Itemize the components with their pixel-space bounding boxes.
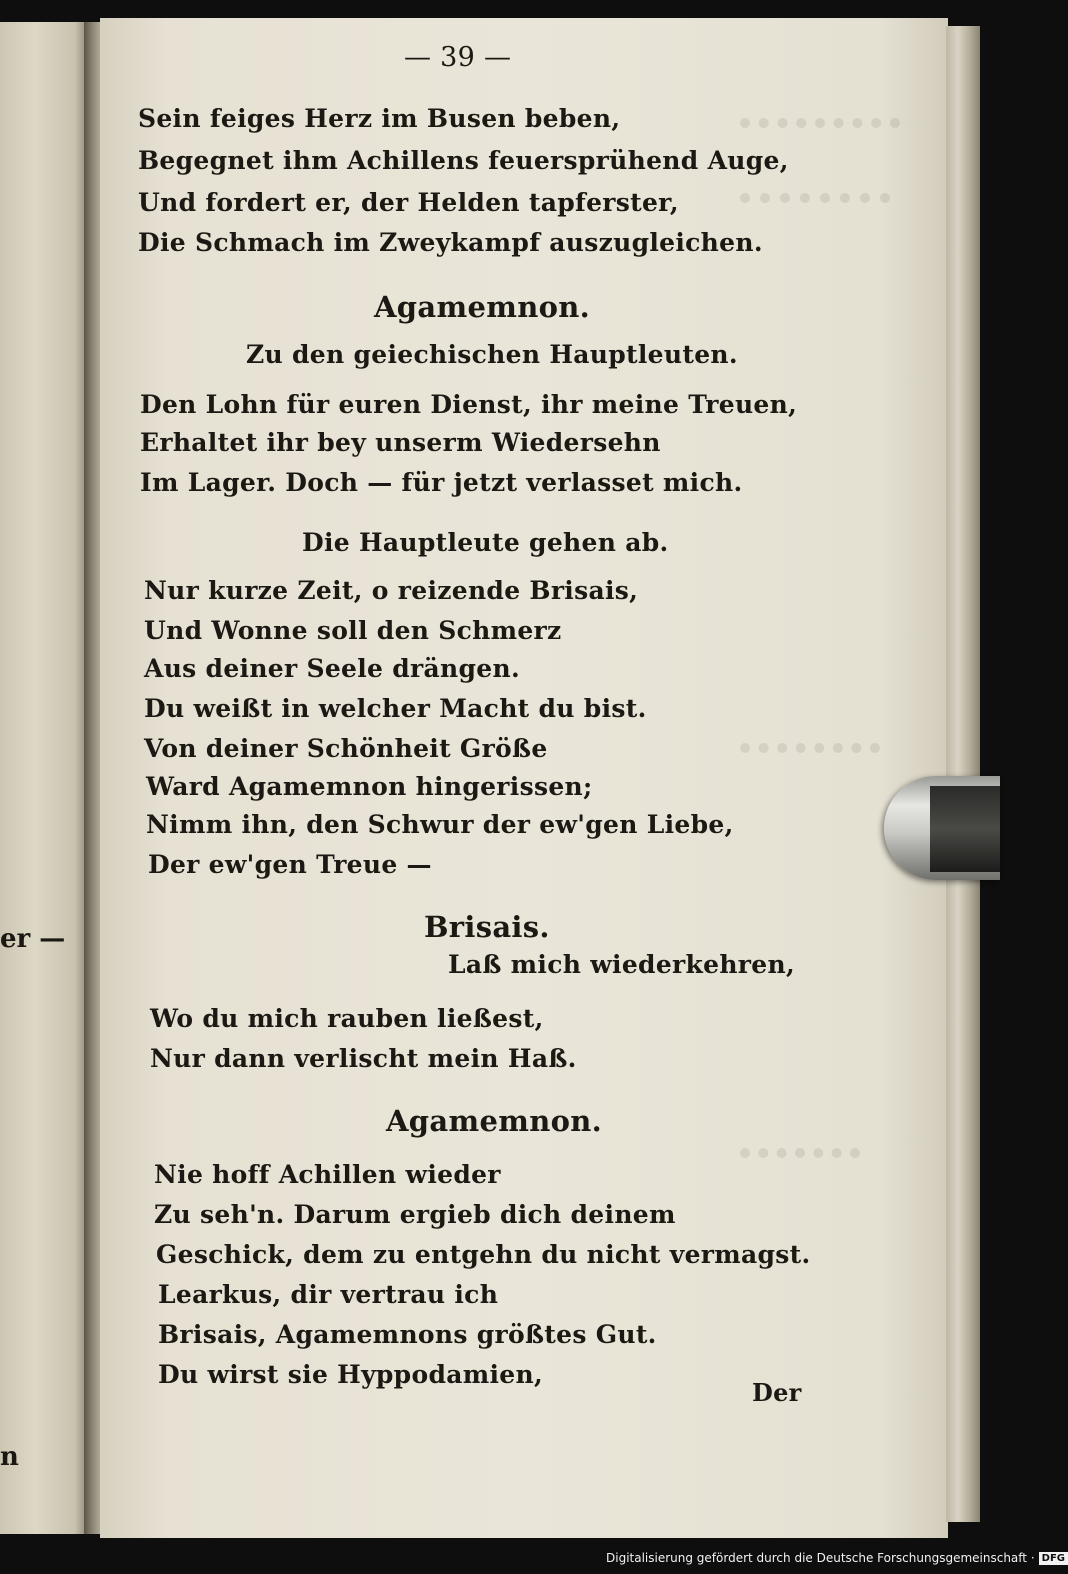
digitization-credit	[606, 1551, 1068, 1565]
verse-line: Der ew'gen Treue —	[148, 850, 432, 879]
verse-line: Geschick, dem zu entgehn du nicht vermagst.	[156, 1240, 811, 1269]
left-facing-page	[0, 22, 88, 1534]
verse-line: Aus deiner Seele drängen.	[144, 654, 520, 683]
left-page-fragment: n	[0, 1442, 19, 1472]
verse-line: Und Wonne soll den Schmerz	[144, 616, 562, 645]
verse-line: Von deiner Schönheit Größe	[144, 734, 548, 763]
speaker-heading: Agamemnon.	[386, 1104, 602, 1138]
speaker-heading: Agamemnon.	[374, 290, 590, 324]
verse-line: Den Lohn für euren Dienst, ihr meine Treuen,	[140, 390, 798, 419]
bleed-through-mark	[740, 1148, 860, 1166]
verse-line: Und fordert er, der Helden tapferster,	[138, 188, 679, 217]
page-clamp-shadow	[930, 786, 1000, 872]
verse-line: Erhaltet ihr bey unserm Wiedersehn	[140, 428, 661, 457]
verse-line: Ward Agamemnon hingerissen;	[146, 772, 593, 801]
verse-line: Im Lager. Doch — für jetzt verlasset mich.	[140, 468, 743, 497]
verse-line: Du weißt in welcher Macht du bist.	[144, 694, 647, 723]
page-number: — 39 —	[404, 42, 512, 73]
verse-line: Brisais, Agamemnons größtes Gut.	[158, 1320, 657, 1349]
verse-line: Nie hoff Achillen wieder	[154, 1160, 501, 1189]
credit-text: Digitalisierung gefördert durch die Deutsche Forschungsgemeinschaft ·	[606, 1551, 1035, 1565]
catchword: Der	[752, 1378, 802, 1407]
verse-line: Du wirst sie Hyppodamien,	[158, 1360, 543, 1389]
bleed-through-mark	[740, 193, 890, 211]
verse-line: Nimm ihn, den Schwur der ew'gen Liebe,	[146, 810, 734, 839]
bleed-through-mark	[740, 118, 900, 136]
speaker-heading: Brisais.	[424, 910, 550, 944]
verse-line: Nur kurze Zeit, o reizende Brisais,	[144, 576, 639, 605]
dfg-logo: DFG	[1039, 1552, 1068, 1565]
left-page-fragment: er —	[0, 924, 66, 954]
stage-direction: Zu den geiechischen Hauptleuten.	[246, 340, 738, 369]
verse-line: Wo du mich rauben ließest,	[150, 1004, 544, 1033]
page-stack-edge	[946, 26, 980, 1522]
stage-direction: Die Hauptleute gehen ab.	[302, 528, 669, 557]
verse-line: Begegnet ihm Achillens feuersprühend Auge,	[138, 146, 789, 175]
verse-line: Learkus, dir vertrau ich	[158, 1280, 499, 1309]
verse-line: Zu seh'n. Darum ergieb dich deinem	[154, 1200, 676, 1229]
verse-line: Sein feiges Herz im Busen beben,	[138, 104, 621, 133]
bleed-through-mark	[740, 743, 880, 761]
verse-line: Nur dann verlischt mein Haß.	[150, 1044, 577, 1073]
verse-line: Die Schmach im Zweykampf auszugleichen.	[138, 228, 763, 257]
verse-line: Laß mich wiederkehren,	[448, 950, 795, 979]
